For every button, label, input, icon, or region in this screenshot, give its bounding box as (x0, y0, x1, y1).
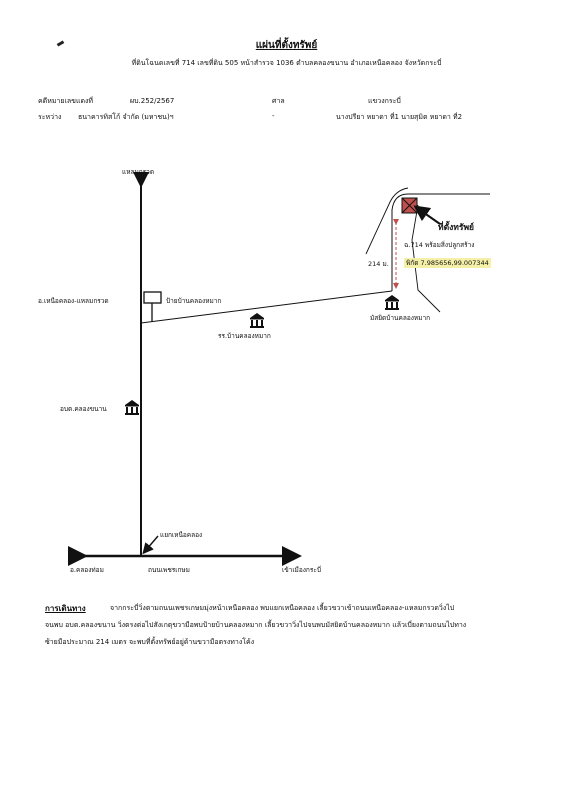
document-title: แผ่นที่ตั้งทรัพย์ (255, 40, 318, 51)
signpost-icon (144, 292, 161, 322)
west-destination-label: อ.คลองท่อม (70, 566, 104, 574)
east-destination-label: เข้าเมืองกระบี่ (282, 566, 321, 574)
case-no-label: คดีหมายเลขแดงที่ (38, 97, 94, 105)
directions-line-3: ซ้ายมือประมาณ 214 เมตร จะพบที่ตั้งทรัพย์อยู่ด้านขวามือตรงทางโค้ง (45, 638, 255, 646)
property-pointer (420, 210, 440, 224)
obt-label: อบต.คลองขนาน (60, 405, 107, 413)
defendants: นางปรียา หยาดา ที่1 นายสุมิต หยาดา ที่2 (336, 113, 463, 121)
mosque-icon (385, 295, 399, 310)
junction-road-label: อ.เหนือคลอง-แหลมกรวด (38, 297, 109, 305)
school-icon (250, 313, 264, 328)
plaintiff: ธนาคารทิสโก้ จำกัด (มหาชน)ฯ (78, 113, 174, 121)
obt-icon (125, 400, 139, 415)
signpost-label: ป้ายบ้านคลองหมาก (166, 297, 222, 305)
between-label: ระหว่าง (38, 113, 62, 121)
junction-pointer (146, 536, 158, 550)
case-no-value: ผบ.252/2567 (130, 97, 175, 105)
document-subtitle: ที่ดินโฉนดเลขที่ 714 เลขที่ดิน 505 หน้าสำรวจ 1036 ตำบลคลองขนาน อำเภอเหนือคลอง จังหวัดกระบี่ (131, 59, 442, 67)
court-label: ศาล (272, 97, 285, 105)
distance-label: 214 ม. (368, 260, 389, 268)
mosque-label: มัสยิดบ้านคลองหมาก (370, 314, 431, 322)
north-road-label: แหลมกรวด (122, 168, 155, 176)
highway-label: ถนนเพชรเกษม (148, 566, 190, 574)
court-value: แขวงกระบี่ (368, 97, 401, 105)
junction-label: แยกเหนือคลอง (160, 531, 203, 539)
directions-heading: การเดินทาง (45, 604, 86, 613)
coordinates-label: พิกัด 7.985656,99.007344 (406, 259, 489, 267)
directions-line-1: จากกระบี่วิ่งตามถนนเพชรเกษมมุ่งหน้าเหนือคลอง พบแยกเหนือคลอง เลี้ยวขวาเข้าถนนเหนือคลอง-แหลมกรวดวิ่งไป (110, 604, 455, 612)
property-label: ที่ตั้งทรัพย์ (438, 223, 475, 233)
deed-label: ฉ.714 พร้อมสิ่งปลูกสร้าง (404, 241, 475, 249)
party-separator: - (272, 112, 275, 120)
school-label: รร.บ้านคลองหมาก (218, 332, 271, 340)
directions-line-2: จนพบ อบต.คลองขนาน วิ่งตรงต่อไปสังเกตุขวามือพบป้ายบ้านคลองหมาก เลี้ยวขวาวิ่งไปจนพบมัสยิดบ้านคลองหมาก แล้วเบี่ยงตามถนนไปทาง (45, 621, 467, 629)
